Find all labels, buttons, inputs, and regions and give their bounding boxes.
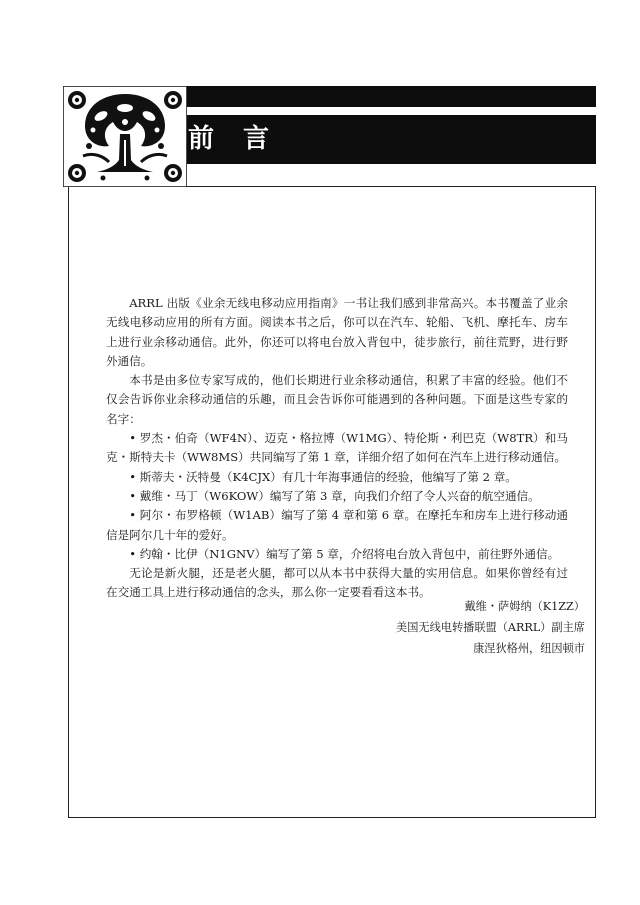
ornament-tree-icon — [63, 86, 187, 187]
preface-body — [106, 294, 568, 603]
page-title: 前 言 — [188, 124, 280, 154]
list-item: • 阿尔・布罗格顿（W1AB）编写了第 4 章和第 6 章。在摩托车和房车上进行移动通信是阿尔几十年的爱好。 — [106, 508, 568, 542]
list-item: • 斯蒂夫・沃特曼（K4CJX）有几十年海事通信的经验，他编写了第 2 章。 — [129, 469, 517, 484]
signature-name: 戴维・萨姆纳（K1ZZ） — [464, 600, 585, 613]
list-item: • 罗杰・伯奇（WF4N）、迈克・格拉博（W1MG）、特伦斯・利巴克（W8TR）和马克・斯特夫卡（WW8MS）共同编写了第 1 章，详细介绍了如何在汽车上进行移动通信。 — [106, 431, 568, 465]
paragraph: 本书是由多位专家写成的，他们长期进行业余移动通信，积累了丰富的经验。他们不仅会告诉你业余移动通信的乐趣，而且会告诉你可能遇到的各种问题。下面是这些专家的名字： — [106, 373, 568, 426]
signature-title: 美国无线电转播联盟（ARRL）副主席 — [396, 621, 585, 634]
signature-block — [396, 596, 585, 659]
list-item: • 戴维・马丁（W6KOW）编写了第 3 章，向我们介绍了令人兴奋的航空通信。 — [129, 488, 540, 503]
list-item: • 约翰・比伊（N1GNV）编写了第 5 章，介绍将电台放入背包中，前往野外通信。 — [129, 546, 560, 561]
header-thin-bar — [187, 86, 596, 107]
paragraph: ARRL 出版《业余无线电移动应用指南》一书让我们感到非常高兴。本书覆盖了业余无线电移动应用的所有方面。阅读本书之后，你可以在汽车、轮船、飞机、摩托车、房车上进行业余移动通信。此外，你还可以将电台放入背包中，徒步旅行，前往荒野，进行野外通信。 — [106, 296, 568, 368]
signature-location: 康涅狄格州，纽因顿市 — [473, 642, 585, 655]
paragraph: 无论是新火腿，还是老火腿，都可以从本书中获得大量的实用信息。如果你曾经有过在交通工具上进行移动通信的念头，那么你一定要看看这本书。 — [106, 566, 568, 600]
